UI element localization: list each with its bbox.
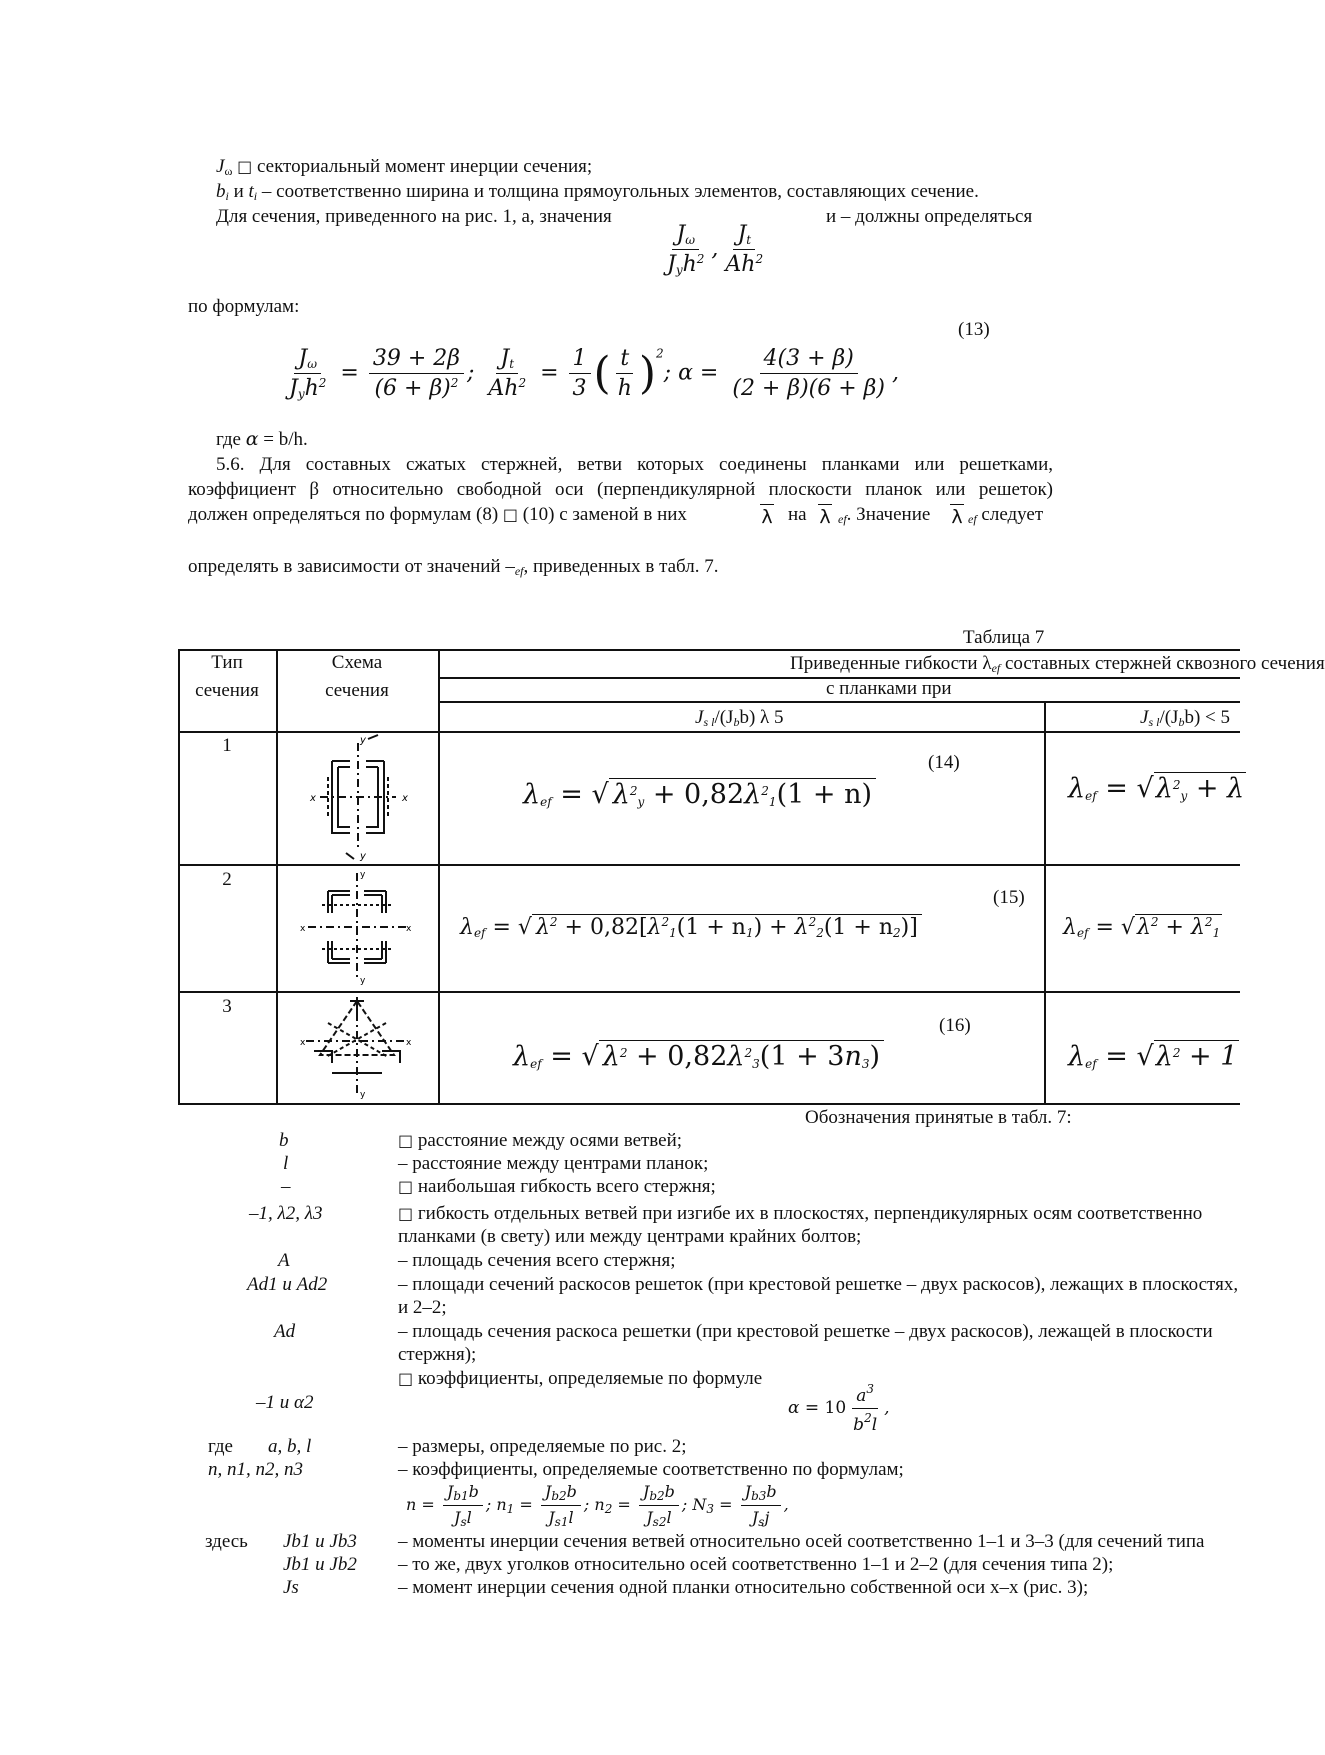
row-1-type: 1 [222,735,232,756]
section-type-2-scheme [298,867,416,987]
eq-16-number: (16) [939,1015,971,1036]
header-type-1: Тип [211,652,243,673]
intro-line-3-tail: и – должны определяться [826,206,1033,227]
header-type-2: сечения [195,680,259,701]
para-5-6-line-3a: должен определяться по формулам (8) □ (10) с заменой в них [188,504,687,525]
para-5-6-line-3c: на [788,504,807,525]
legend-title: Обозначения принятые в табл. 7: [805,1107,1072,1128]
para-5-6-line-3d: $_{ef}$. Значение [838,504,931,526]
para-5-6-line-3f: $_{ef}$ следует [968,504,1044,526]
para-5-6-line-1: 5.6. Для составных сжатых стержней, ветви которых соединены планками или решетками, [216,454,1053,475]
legend-sym-Js: Js [283,1577,299,1598]
svg-text:y: y [360,976,366,986]
header-sub: с планками при [826,678,952,699]
formula-13: $\frac{J_\omega}{J_yh^2}$ = $\frac{39 + 2\beta}{(6 + \beta)^2}$ ; $\frac{J_t}{Ah^2}$ = $\frac{1}{3}$ ( $\frac{t}{h}$ )$^2$; α = $\frac{4(3 + \beta)}{(2 + \beta)(6 + \beta)}$ , [289,346,899,401]
alpha-formula: α = 10 $\frac{a^3}{b^2l}$ , [788,1382,890,1435]
header-main: Приведенные гибкости $\lambda_{ef}$ составных стержней сквозного сечения [790,653,1325,675]
table-caption: Таблица 7 [963,627,1045,648]
where-alpha: где α = b/h. [216,428,308,450]
legend-text-Ad: – площадь сечения раскоса решетки (при крестовой решетке – двух раскосов), лежащей в плоскости [398,1321,1213,1342]
legend-text-b: □ расстояние между осями ветвей; [398,1130,683,1151]
legend-text-n: – коэффициенты, определяемые соответственно по формулам; [398,1459,904,1480]
svg-text:x: x [402,793,408,804]
intro-line-1: $J_\omega$ □ секториальный момент инерции сечения; [216,156,593,178]
legend-sym-lambda: – [281,1176,291,1197]
legend-sym-lambda123: –1, λ2, λ3 [249,1203,323,1224]
svg-text:y: y [360,735,366,746]
formula-16-right: $\lambda_{ef} = √\lambda^2 + 1$ [1068,1041,1238,1072]
header-cond-left: $J_{s l}/(J_bb)$ λ 5 [695,707,784,729]
intro-line-3: Для сечения, приведенного на рис. 1, а, значения [216,206,612,227]
svg-text:x: x [300,1038,306,1048]
formula-14-right: $\lambda_{ef} = √\lambda^2_y + \lambda$ [1068,773,1245,804]
eq-14-number: (14) [928,752,960,773]
lambda-bar-3: λ [951,506,963,528]
eq-13-number: (13) [958,319,990,340]
para-5-6-line-4: определять в зависимости от значений $-_{ef}$, приведенных в табл. 7. [188,556,719,578]
legend-sym-alpha: –1 и α2 [256,1392,314,1413]
svg-text:y: y [360,870,366,880]
legend-text-A: – площадь сечения всего стержня; [398,1250,676,1271]
legend-text-lambda123-cont: планками (в свету) или между центрами крайних болтов; [398,1226,862,1247]
row-3-type: 3 [222,996,232,1017]
intro-line-4: по формулам: [188,296,300,317]
lambda-bar-2: λ [819,506,831,528]
legend-text-l: – расстояние между центрами планок; [398,1153,709,1174]
lambda-bar-1: λ [761,506,773,528]
svg-text:y: y [360,1090,366,1100]
header-cond-right: $J_{s l}/(J_bb) < 5$ [1140,707,1230,729]
legend-text-lambda123: □ гибкость отдельных ветвей при изгибе их в плоскостях, перпендикулярных осям соответственно [398,1203,1203,1224]
legend-sym-Ad12: Ad1 и Ad2 [247,1274,328,1295]
legend-text-Js: – момент инерции сечения одной планки относительно собственной оси x–x (рис. 3); [398,1577,1089,1598]
legend-text-alpha: □ коэффициенты, определяемые по формуле [398,1368,763,1389]
svg-text:y: y [360,851,366,862]
row-2-type: 2 [222,869,232,890]
legend-text-lambda: □ наибольшая гибкость всего стержня; [398,1176,716,1197]
para-5-6-line-2: коэффициент β относительно свободной оси (перпендикулярной плоскости планок или решеток) [188,479,1053,500]
legend-sym-Jb12: Jb1 и Jb2 [283,1554,357,1575]
legend-sym-abl: a, b, l [268,1436,312,1457]
legend-text-Jb13: – моменты инерции сечения ветвей относительно осей соответственно 1–1 и 3–3 (для сечений типа [398,1531,1205,1552]
legend-text-Jb12: – то же, двух уголков относительно осей соответственно 1–1 и 2–2 (для сечения типа 2); [398,1554,1114,1575]
svg-text:x: x [406,1038,412,1048]
intro-line-2: $b_i$ и $t_i$ – соответственно ширина и толщина прямоугольных элементов, составляющих сечение. [216,181,979,203]
n-formula: n = $\frac{J_{b1}b}{J_sl}$ ; $n_1$ = $\frac{J_{b2}b}{J_{s1}l}$ ; $n_2$ = $\frac{J_{b2}b}{J_{s2}l}$ ; $N_3$ = $\frac{J_{b3}b}{J_sj}$ , [406,1482,789,1529]
formula-15: $\lambda_{ef}$ = √ $\lambda^2 + 0,82[\lambda^2_1(1 + n_1) + \lambda^2_2(1 + n_2)]$ [460,915,922,940]
legend-text-Ad12-cont: и 2–2; [398,1297,447,1318]
formula-15-right: $\lambda_{ef} = √\lambda^2 + \lambda^2_1$ [1063,915,1221,940]
legend-sym-b: b [279,1130,289,1151]
legend-prefix-where: где [208,1436,233,1457]
svg-text:x: x [300,924,306,934]
header-scheme-2: сечения [325,680,389,701]
legend-sym-n: n, n1, n2, n3 [208,1459,303,1480]
section-type-3-scheme [298,993,416,1101]
section-type-1-scheme [302,733,414,861]
table-7 [178,649,1325,1104]
formula-14: $\lambda_{ef}$ = √ $\lambda^2_y + 0,82\lambda^2_1(1 + n)$ [523,779,876,810]
legend-text-abl: – размеры, определяемые по рис. 2; [398,1436,687,1457]
legend-sym-Ad: Ad [274,1321,296,1342]
legend-text-Ad-cont: стержня); [398,1344,477,1365]
legend-sym-A: A [278,1250,290,1271]
legend-sym-Jb13: Jb1 и Jb3 [283,1531,357,1552]
legend-prefix-here: здесь [205,1531,248,1552]
svg-text:x: x [406,924,412,934]
header-scheme-1: Схема [331,652,383,673]
formula-16: $\lambda_{ef}$ = √ $\lambda^2 + 0,82\lambda^2_3(1 + 3n_3)$ [513,1041,884,1072]
eq-15-number: (15) [993,887,1025,908]
svg-text:x: x [310,793,316,804]
legend-text-Ad12: – площади сечений раскосов решеток (при крестовой решетке – двух раскосов), лежащих в плоскостях, [398,1274,1239,1295]
legend-sym-l: l [283,1153,289,1174]
ratio-formula: $\frac{J_\omega}{J_yh^2}$ , $\frac{J_t}{Ah^2}$ [667,222,764,277]
